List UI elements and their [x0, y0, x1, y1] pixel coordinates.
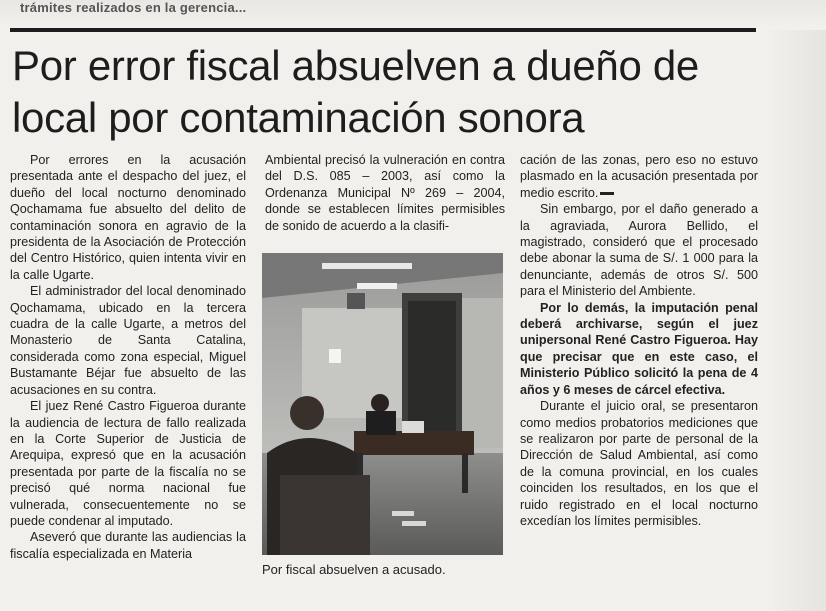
- article-column-1: [10, 152, 246, 562]
- courtroom-photo: [262, 253, 503, 555]
- previous-article-strip: [0, 0, 826, 30]
- paragraph: [520, 152, 758, 201]
- article-column-2: [265, 152, 505, 234]
- end-mark: [600, 192, 614, 195]
- headline-rule: [10, 28, 756, 32]
- paragraph-text: cación de las zonas, pero eso no estuvo plasmado en la acusación presentada por medio escrito.: [520, 153, 758, 200]
- article-headline: Por error fiscal absuelven a dueño de local por contaminación sonora: [12, 42, 699, 141]
- paragraph: Por lo demás, la imputación penal deberá archivarse, según el juez unipersonal René Castro Figueroa. Hay que precisar que en este caso, el Ministerio Público solicitó la pena de 4 años y 6 meses de cárcel efectiva.: [520, 300, 758, 397]
- paragraph: Aseveró que durante las audiencias la fiscalía especializada en Materia: [10, 530, 246, 561]
- courtroom-photo-image: [262, 253, 503, 555]
- bleed-through-text: [600, 8, 604, 25]
- article-column-3: [520, 152, 758, 529]
- paragraph: Sin embargo, por el daño generado a la agraviada, Aurora Bellido, el magistrado, consideró que el procesado debe abonar la suma de S/. 1 000 para la denunciante, además de otros S/. 500 para el Ministerio del Ambiente.: [520, 202, 758, 299]
- paragraph: El juez René Castro Figueroa durante la audiencia de lectura de fallo realizada en la Corte Superior de Justicia de Arequipa, expresó que en la acusación presentada por parte de la fiscalía no se precisó qué norma nacional fue vulnerada, consecuentemente no se puede condenar al imputado.: [10, 399, 246, 528]
- page-shadow: [766, 30, 826, 611]
- paragraph: Durante el juicio oral, se presentaron como medios probatorios mediciones que se realizaron por parte de personal de la Dirección de Salud Ambiental, así como de la comuna provincial, en los cuales coinciden los resultados, en los que el ruido registrado en el local nocturno excedían los límites permisibles.: [520, 399, 758, 528]
- paragraph: Por errores en la acusación presentada ante el despacho del juez, el dueño del local nocturno denominado Qochamama fue absuelto del delito de contaminación sonora en agravio de la presidenta de la Asociación de Protección del Centro Histórico, quien intenta vivir en la calle Ugarte.: [10, 153, 246, 282]
- paragraph: Ambiental precisó la vulneración en contra del D.S. 085 – 2003, así como la Ordenanza Municipal Nº 269 – 2004, donde se establecen límites permisibles de sonido de acuerdo a la clasifi-: [265, 153, 505, 233]
- paragraph: El administrador del local denominado Qochamama, ubicado en la tercera cuadra de la calle Ugarte, a metros del Monasterio de Santa Catalina, considerada como zona especial, Miguel Bustamante Béjar fue absuelto de las acusaciones en su contra.: [10, 284, 246, 397]
- previous-article-text: trámites realizados en la gerencia...: [20, 0, 247, 15]
- photo-caption: Por fiscal absuelven a acusado.: [262, 562, 446, 577]
